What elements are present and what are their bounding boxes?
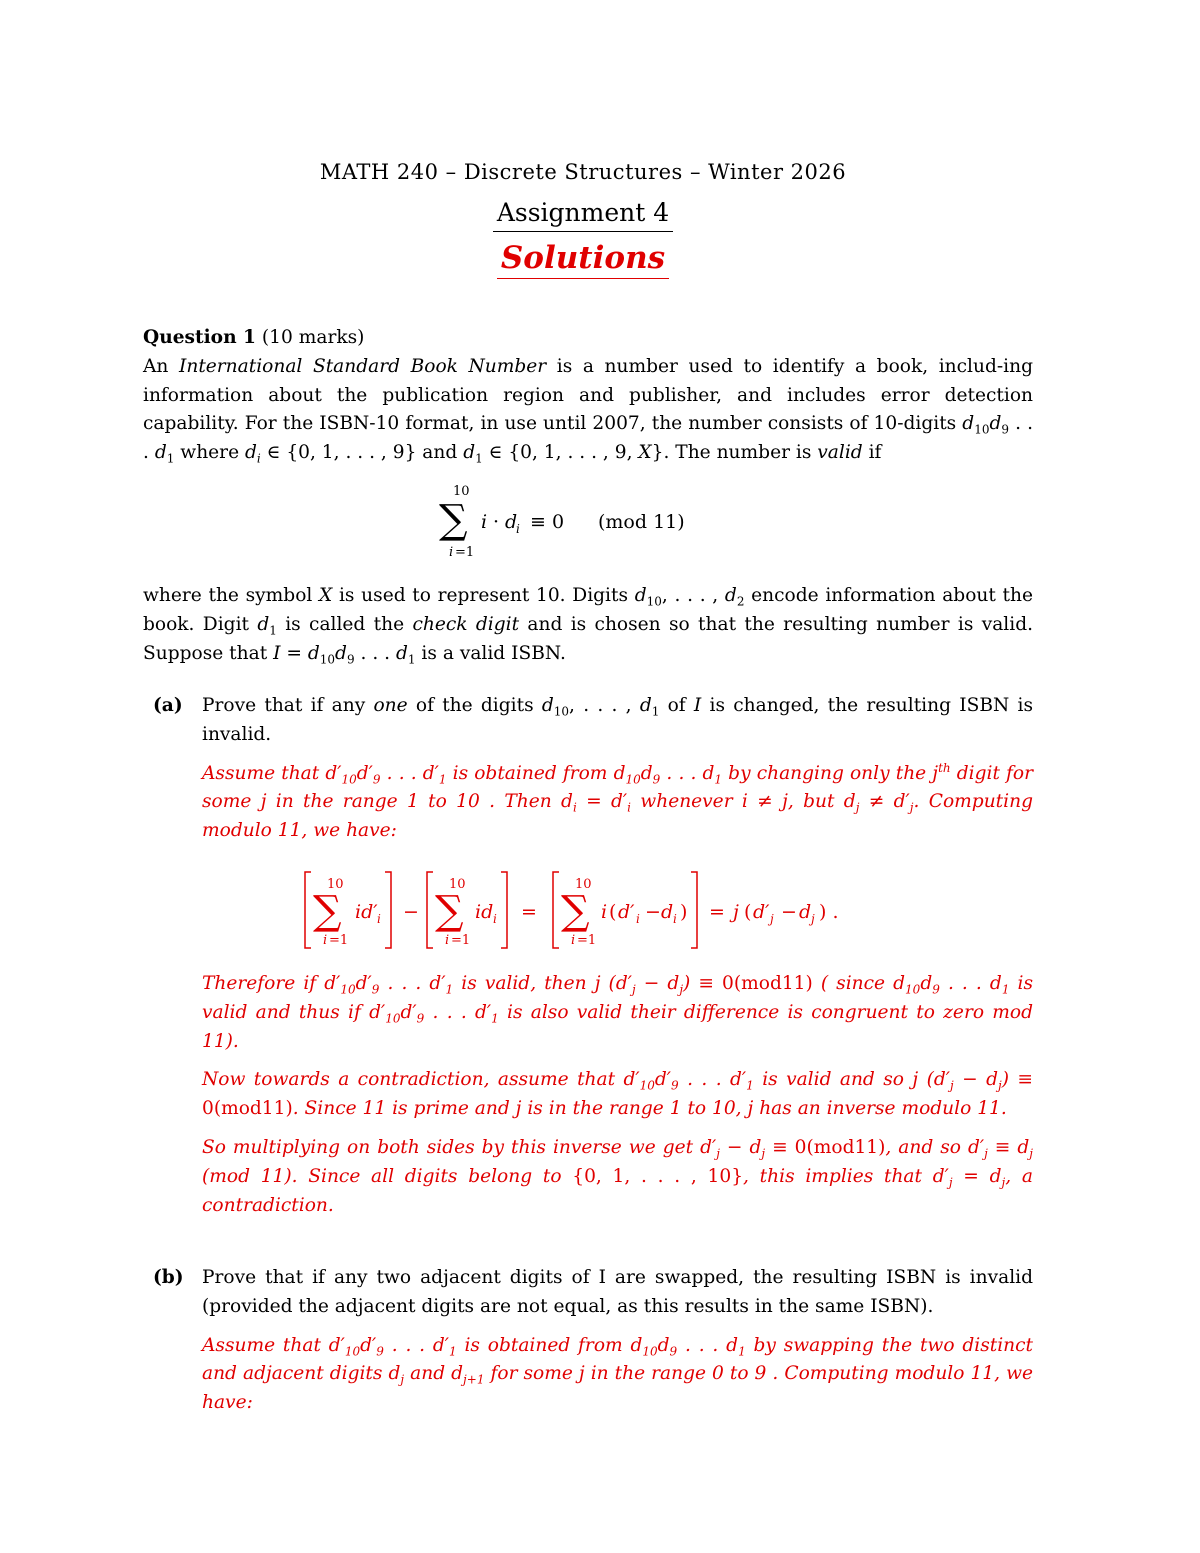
svg-text:10: 10 xyxy=(453,484,470,499)
svg-text:≡ 0: ≡ 0 xyxy=(530,511,565,533)
svg-text:d: d xyxy=(661,901,674,923)
part-a-solution-3: Now towards a contradiction, assume that $d'_{10}d'_9$ . . . $d'_1$ is valid and so j $(d'_j - d_j) \equiv 0(mod11)$. Since 11 is prime and j is in the range 1 to 10, j has an inverse modulo 11. xyxy=(202,1069,1033,1120)
svg-text:(mod 11): (mod 11) xyxy=(598,511,685,533)
part-a-solution-rest xyxy=(143,970,1033,1220)
part-a-solution-4: So multiplying on both sides by this inverse we get $d'_j - d_j \equiv 0(mod11)$, and so $d'_j \equiv d_j$ (mod 11). Since all digits belong to {0, 1, . . . , 10}, this implies that $d'_j = d_j$, a contradiction. xyxy=(202,1136,1033,1216)
svg-text:(: ( xyxy=(609,901,617,923)
validity-equation xyxy=(0,478,1166,573)
svg-text:j: j xyxy=(770,912,774,926)
svg-text:=: = xyxy=(709,901,725,923)
part-b-prompt: Prove that if any two adjacent digits of I are swapped, the resulting ISBN is invalid (provided the adjacent digits are not equal, as this results in the same ISBN). xyxy=(202,1267,1033,1317)
svg-text:): ) xyxy=(680,901,688,923)
svg-text:=1: =1 xyxy=(577,933,597,948)
part-b-solution-1: Assume that $d'_{10}d'_9$ . . . $d'_1$ is obtained from $d_{10}d_9$ . . . $d_1$ by swapping the two distinct and adjacent digits $d_j$ and $d_{j+1}$ for some j in the range 0 to 9 . Computing modulo 11, we have: xyxy=(202,1334,1034,1414)
solutions-title xyxy=(0,240,1166,279)
svg-text:∑: ∑ xyxy=(561,888,590,934)
svg-text:10: 10 xyxy=(449,877,466,892)
part-b-label: (b) xyxy=(153,1267,184,1288)
svg-text:d: d xyxy=(505,511,518,533)
svg-text:−: − xyxy=(645,901,661,923)
part-a-solution-2: Therefore if $d'_{10}d'_9$ . . . $d'_1$ is valid, then j $(d'_j - d_j) \equiv 0(mod11)$ ( since $d_{10}d_9$ . . . $d_1$ is valid and thus if $d'_{10}d'_9$ . . . $d'_1$ is also valid their difference is congruent to zero mod 11). xyxy=(202,973,1034,1052)
svg-text:d′: d′ xyxy=(753,901,770,923)
svg-text:∑: ∑ xyxy=(439,497,468,543)
assignment-title-text: Assignment 4 xyxy=(493,198,673,232)
svg-text:=1: =1 xyxy=(329,933,349,948)
part-a-solution-1: Assume that $d'_{10}d'_9$ . . . $d'_1$ is obtained from $d_{10}d_9$ . . . $d_1$ by changing only the $j^{th}$ digit for some j in the range 1 to 10 . Then $d_i = d'_i$ whenever i ≠ j, but $d_j \ne d'_j$. Computing modulo 11, we have: xyxy=(202,760,1033,842)
svg-text:d: d xyxy=(799,901,812,923)
svg-text:=1: =1 xyxy=(455,545,475,560)
solutions-title-text: Solutions xyxy=(497,240,669,279)
isbn-term: International Standard Book Number xyxy=(179,355,547,377)
part-a-label: (a) xyxy=(153,695,183,716)
svg-text:j: j xyxy=(733,901,739,923)
svg-text:−: − xyxy=(403,901,419,923)
svg-text:i: i xyxy=(323,933,328,948)
svg-text:id′: id′ xyxy=(355,901,378,923)
question-1 xyxy=(143,324,1033,468)
question-1-title: Question 1 xyxy=(143,327,256,348)
svg-text:10: 10 xyxy=(327,877,344,892)
svg-text:) .: ) . xyxy=(819,901,839,923)
svg-text:i: i xyxy=(445,933,450,948)
question-1-description: where the symbol X is used to represent 10. Digits $d_{10}$, . . . , $d_2$ encode information about the book. Digit $d_1$ is called the check digit and is chosen so that the resulting number is valid. Suppose that $I = d_{10}d_9$ . . . $d_1$ is a valid ISBN. xyxy=(143,585,1034,667)
part-a-equation xyxy=(0,866,1166,961)
svg-text:i: i xyxy=(636,912,640,926)
question-1-intro: An International Standard Book Number is a number used to identify a book, includ-ing information about the publication region and publisher, and includes error detection capability. For the ISBN-10 format, in use until 2007, the number consists of 10-digits $d_{10}d_9$ . . . $d_1$ where $d_i$ ∈ {0, 1, . . . , 9} and $d_1$ ∈ {0, 1, . . . , 9, X}. The number is valid if xyxy=(143,355,1033,466)
svg-text:−: − xyxy=(781,901,797,923)
svg-text:(: ( xyxy=(744,901,752,923)
svg-text:i: i xyxy=(377,912,381,926)
svg-text:i: i xyxy=(673,912,677,926)
part-a-prompt: Prove that if any one of the digits $d_{10}$, . . . , $d_1$ of I is changed, the resulting ISBN is invalid. xyxy=(202,695,1033,745)
svg-text:id: id xyxy=(475,901,494,923)
svg-text:∑: ∑ xyxy=(435,888,464,934)
question-1-marks: (10 marks) xyxy=(261,327,365,348)
svg-text:i: i xyxy=(449,545,454,560)
svg-text:=1: =1 xyxy=(451,933,471,948)
svg-text:i: i xyxy=(516,522,520,536)
part-b xyxy=(143,1264,1033,1418)
svg-text:10: 10 xyxy=(575,877,592,892)
svg-text:j: j xyxy=(811,912,815,926)
svg-text:=: = xyxy=(521,901,537,923)
part-a xyxy=(143,692,1033,846)
assignment-title xyxy=(0,198,1166,232)
svg-text:d′: d′ xyxy=(618,901,635,923)
svg-text:i: i xyxy=(571,933,576,948)
svg-text:i: i xyxy=(493,912,497,926)
svg-text:i: i xyxy=(481,511,488,533)
svg-text:∑: ∑ xyxy=(313,888,342,934)
course-header: MATH 240 – Discrete Structures – Winter 2026 xyxy=(319,160,847,184)
svg-text:i: i xyxy=(601,901,608,923)
svg-text:·: · xyxy=(493,511,500,533)
